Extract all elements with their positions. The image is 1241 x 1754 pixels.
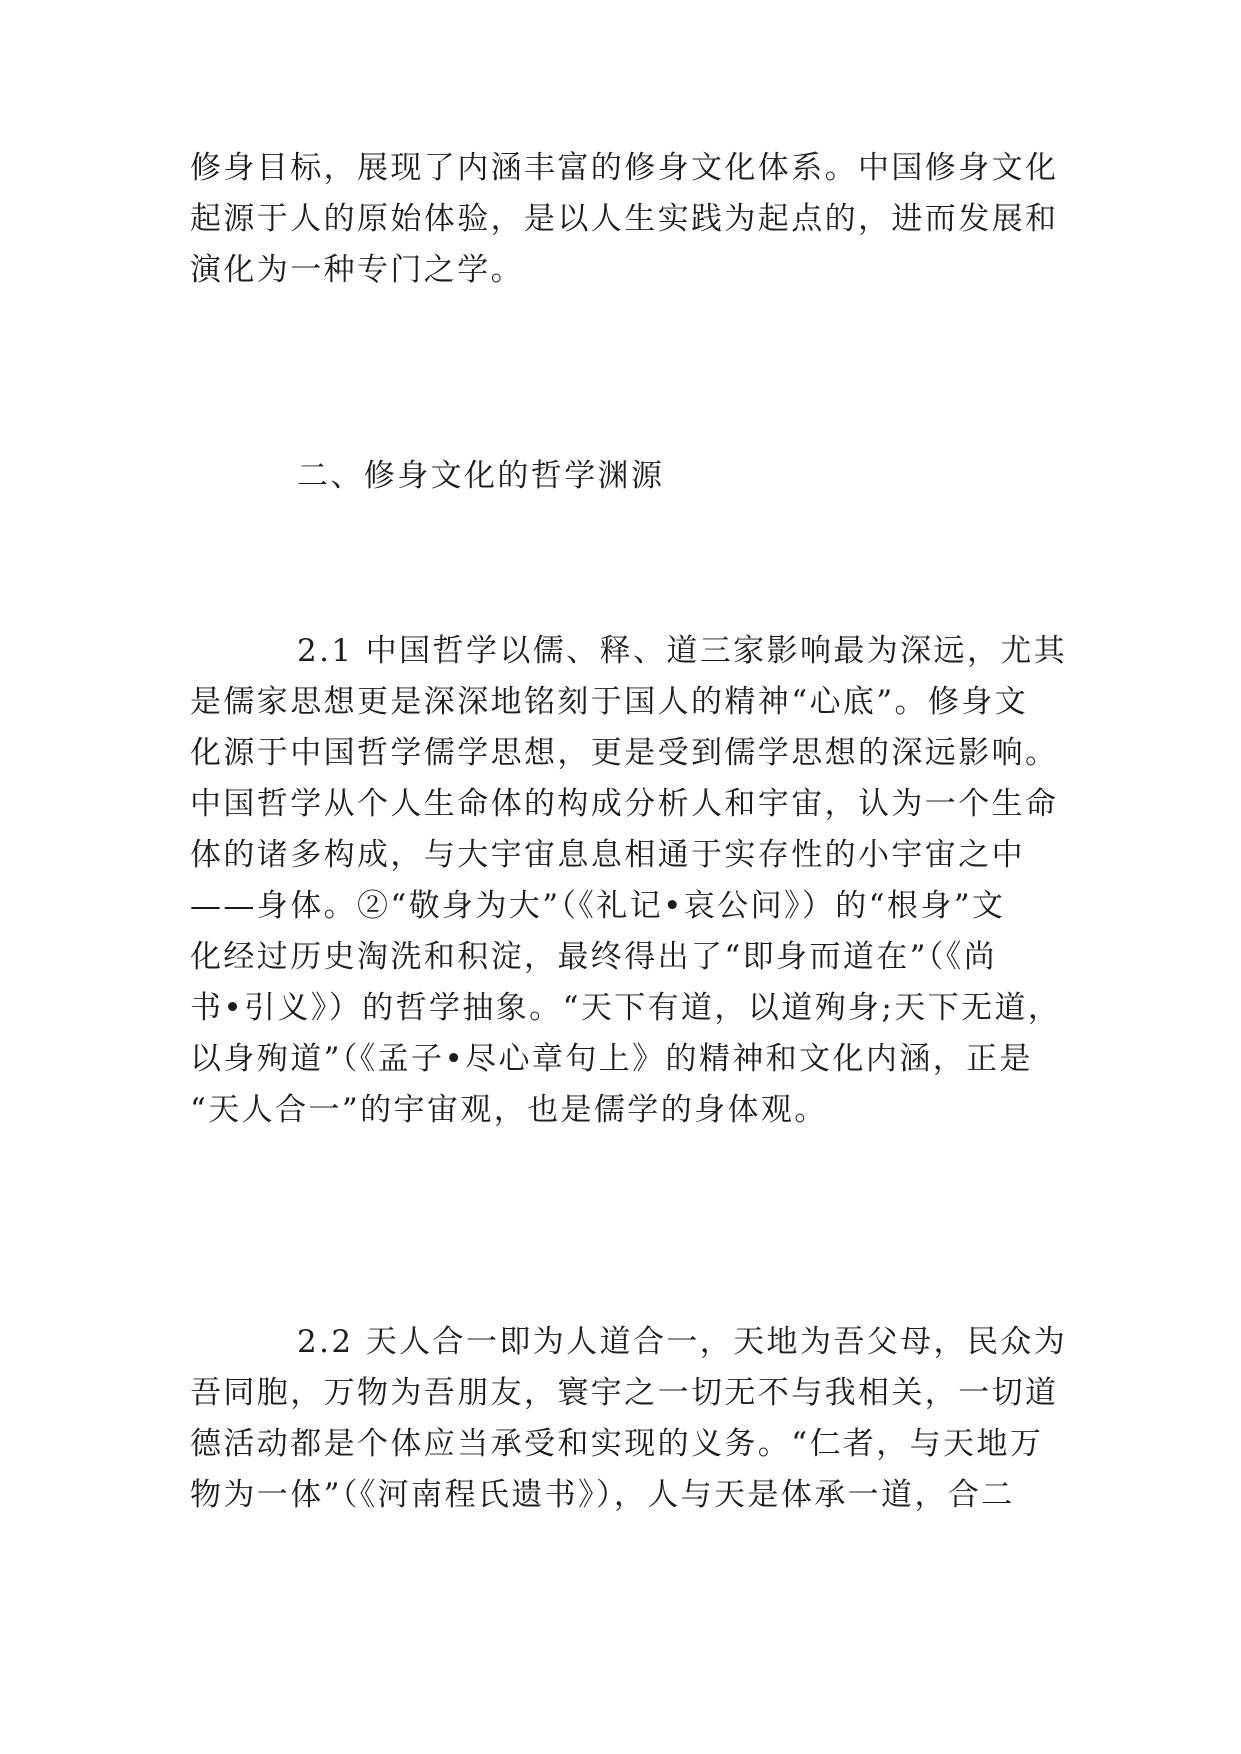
paragraph-2-1-line-6: ——身体。②“敬身为大”（《礼记•哀公问》）的“根身”文 (190, 888, 1006, 924)
paragraph-2-2-line-3: 德活动都是个体应当承受和实现的义务。“仁者，与天地万 (190, 1426, 1044, 1462)
paragraph-2-1-line-5: 体的诸多构成，与大宇宙息息相通于实存性的小宇宙之中 (190, 837, 1025, 873)
paragraph-2-1-line-3: 化源于中国哲学儒学思想，更是受到儒学思想的深远影响。 (190, 735, 1059, 771)
intro-paragraph-line-2: 起源于人的原始体验，是以人生实践为起点的，进而发展和 (190, 201, 1059, 237)
paragraph-2-2-line-4: 物为一体”（《河南程氏遗书》），人与天是体承一道，合二 (190, 1477, 1015, 1513)
paragraph-2-1-line-2: 是儒家思想更是深深地铭刻于国人的精神“心底”。修身文 (190, 684, 1029, 720)
section-heading: 二、修身文化的哲学渊源 (297, 458, 665, 494)
paragraph-2-2-line-2: 吾同胞，万物为吾朋友，寰宇之一切无不与我相关，一切道 (190, 1375, 1059, 1411)
paragraph-2-1-line-4: 中国哲学从个人生命体的构成分析人和宇宙，认为一个生命 (190, 786, 1059, 822)
intro-paragraph-line-3: 演化为一种专门之学。 (190, 252, 524, 288)
paragraph-2-1-line-9: 以身殉道”（《孟子•尽心章句上》的精神和文化内涵，正是 (190, 1041, 1033, 1077)
paragraph-2-1-line-10: “天人合一”的宇宙观，也是儒学的身体观。 (190, 1092, 828, 1128)
intro-paragraph-line-1: 修身目标，展现了内涵丰富的修身文化体系。中国修身文化 (190, 150, 1059, 186)
paragraph-2-2-line-1: 2.2 天人合一即为人道合一，天地为吾父母，民众为 (297, 1324, 1068, 1360)
paragraph-2-1-line-8: 书•引义》）的哲学抽象。“天下有道，以道殉身;天下无道， (190, 990, 1062, 1026)
paragraph-2-1-line-1: 2.1 中国哲学以儒、释、道三家影响最为深远，尤其 (297, 633, 1068, 669)
paragraph-2-1-line-7: 化经过历史淘洗和积淀，最终得出了“即身而道在”（《尚 (190, 939, 998, 975)
